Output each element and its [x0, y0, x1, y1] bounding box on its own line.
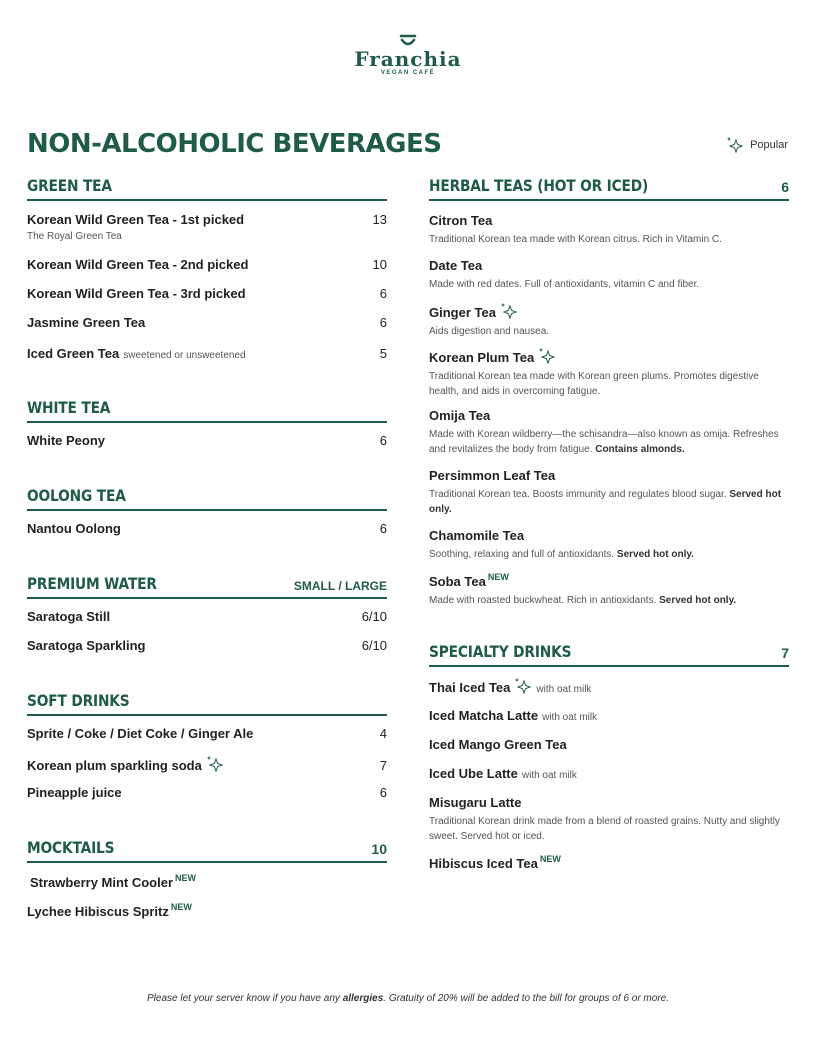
popular-legend [726, 136, 788, 154]
item-price: 7 [379, 758, 387, 773]
item-description: Aids digestion and nausea. [429, 326, 550, 337]
item-price: 6 [379, 521, 387, 536]
item-name: Thai Iced Tea [429, 680, 511, 695]
item-name: Iced Mango Green Tea [429, 737, 567, 752]
item-price: 5 [379, 346, 387, 361]
item-name: Ginger Tea [429, 305, 496, 320]
menu-item [429, 736, 789, 754]
item-description [429, 593, 789, 608]
item-name: Hibiscus Iced Tea [429, 856, 538, 871]
sparkle-icon [514, 677, 532, 695]
section-mocktails [27, 838, 387, 863]
footer-emphasis: allergies [342, 993, 384, 1004]
menu-item [429, 407, 789, 457]
footer-note [0, 993, 816, 1004]
section-premium-water [27, 574, 387, 599]
legend-label: Popular [750, 139, 788, 151]
section-price: 7 [781, 645, 789, 661]
menu-item [429, 302, 789, 339]
section-title: SPECIALTY DRINKS [429, 642, 572, 661]
item-name: Iced Ube Latte [429, 766, 518, 781]
section-title: OOLONG TEA [27, 486, 126, 505]
description-emphasis: Served hot only. [616, 549, 694, 560]
description-text: Made with Korean wildberry—the schisandra—also known as omija. Refreshes and revitalizes the body from fatigue. [429, 429, 779, 455]
menu-item [429, 212, 789, 247]
item-name: Soba Tea [429, 574, 486, 589]
item-name: Strawberry Mint Cooler [30, 875, 174, 890]
section-specialty-drinks [429, 642, 789, 667]
item-name: Korean Wild Green Tea - 1st picked [27, 212, 245, 227]
brand-subtitle: VEGAN CAFÉ [380, 70, 436, 76]
menu-item [27, 286, 387, 301]
section-title: WHITE TEA [27, 398, 111, 417]
item-description [429, 487, 789, 517]
menu-item [429, 572, 789, 608]
item-price: 10 [372, 257, 387, 272]
menu-item [27, 315, 387, 330]
section-herbal-teas [429, 176, 789, 201]
item-name: Misugaru Latte [429, 795, 522, 810]
description-emphasis: Served hot only. [429, 489, 782, 515]
item-price: 6 [379, 315, 387, 330]
item-name: Iced Green Tea [27, 346, 120, 361]
item-name: Jasmine Green Tea [27, 315, 146, 330]
item-name: White Peony [27, 433, 106, 448]
menu-item [429, 765, 789, 783]
section-white-tea [27, 398, 387, 423]
new-badge: NEW [539, 854, 561, 864]
section-title: SOFT DRINKS [27, 691, 130, 710]
menu-item [27, 726, 387, 741]
item-description: Traditional Korean drink made from a blend of roasted grains. Nutty and slightly sweet. Served hot or iced. [429, 816, 780, 842]
description-emphasis: Served hot only. [659, 595, 737, 606]
menu-item [27, 609, 387, 624]
section-title: MOCKTAILS [27, 838, 115, 857]
item-name: Citron Tea [429, 213, 493, 228]
menu-item [27, 755, 387, 775]
item-name: Korean Wild Green Tea - 2nd picked [27, 257, 249, 272]
brand-name: Franchia [354, 47, 462, 71]
section-green-tea [27, 176, 387, 201]
section-soft-drinks [27, 691, 387, 716]
item-name: Korean plum sparkling soda [27, 758, 202, 773]
section-title: GREEN TEA [27, 176, 112, 195]
menu-item [30, 873, 390, 892]
sparkle-icon [726, 136, 744, 154]
sparkle-icon [538, 347, 556, 365]
brand-logo [0, 30, 816, 76]
item-price: 6 [379, 286, 387, 301]
item-description: Traditional Korean tea made with Korean citrus. Rich in Vitamin C. [429, 234, 722, 245]
section-title: PREMIUM WATER [27, 574, 157, 593]
item-name: Saratoga Still [27, 609, 111, 624]
new-badge: NEW [175, 873, 197, 883]
sparkle-icon [206, 755, 224, 773]
menu-item [27, 212, 387, 244]
section-price: 10 [371, 841, 387, 857]
item-description: Made with red dates. Full of antioxidants, vitamin C and fiber. [429, 279, 700, 290]
new-badge: NEW [170, 902, 192, 912]
item-price: 6/10 [361, 609, 387, 624]
item-name: Iced Matcha Latte [429, 708, 539, 723]
item-note: with oat milk [542, 712, 598, 723]
item-name: Sprite / Coke / Diet Coke / Ginger Ale [27, 726, 254, 741]
item-price: 6 [379, 433, 387, 448]
sparkle-icon [500, 302, 518, 320]
menu-item [429, 677, 789, 697]
item-name: Pineapple juice [27, 785, 122, 800]
footer-text: Please let your server know if you have any [147, 993, 340, 1004]
item-note: sweetened or unsweetened [123, 350, 246, 361]
menu-item [27, 521, 387, 536]
menu-item [27, 345, 387, 363]
size-label: SMALL / LARGE [293, 579, 387, 593]
description-text: Traditional Korean tea. Boosts immunity and regulates blood sugar. [429, 489, 727, 500]
description-text: Made with roasted buckwheat. Rich in antioxidants. [429, 595, 657, 606]
menu-item [27, 902, 387, 921]
menu-item [429, 467, 789, 517]
item-price: 6 [379, 785, 387, 800]
item-description: The Royal Green Tea [27, 231, 122, 242]
new-badge: NEW [487, 572, 509, 582]
item-name: Nantou Oolong [27, 521, 121, 536]
menu-item [27, 638, 387, 653]
item-name: Persimmon Leaf Tea [429, 468, 556, 483]
section-title: HERBAL TEAS (HOT OR ICED) [429, 176, 649, 195]
footer-text: . Gratuity of 20% will be added to the bill for groups of 6 or more. [383, 993, 669, 1004]
item-name: Lychee Hibiscus Spritz [27, 904, 169, 919]
item-name: Korean Plum Tea [429, 350, 535, 365]
item-description [429, 547, 789, 562]
menu-item [27, 257, 387, 272]
section-price: 6 [781, 179, 789, 195]
item-price: 4 [379, 726, 387, 741]
item-name: Korean Wild Green Tea - 3rd picked [27, 286, 246, 301]
menu-item [429, 347, 789, 399]
menu-item [429, 527, 789, 562]
description-text: Soothing, relaxing and full of antioxidants. [429, 549, 615, 560]
menu-item [429, 794, 789, 844]
item-note: with oat milk [521, 770, 577, 781]
item-name: Omija Tea [429, 408, 491, 423]
item-note: with oat milk [536, 684, 592, 695]
item-description: Traditional Korean tea made with Korean green plums. Promotes digestive health, and aids in overcoming fatigue. [429, 371, 759, 397]
menu-item [429, 854, 789, 873]
item-description [429, 427, 789, 457]
item-price: 13 [372, 212, 387, 227]
menu-item [429, 257, 789, 292]
menu-item [27, 785, 387, 800]
item-name: Chamomile Tea [429, 528, 525, 543]
description-emphasis: Contains almonds. [595, 444, 685, 455]
menu-item [429, 707, 789, 725]
item-name: Date Tea [429, 258, 483, 273]
item-price: 6/10 [361, 638, 387, 653]
section-oolong-tea [27, 486, 387, 511]
page-title: NON-ALCOHOLIC BEVERAGES [27, 129, 442, 159]
item-name: Saratoga Sparkling [27, 638, 146, 653]
menu-item [27, 433, 387, 448]
